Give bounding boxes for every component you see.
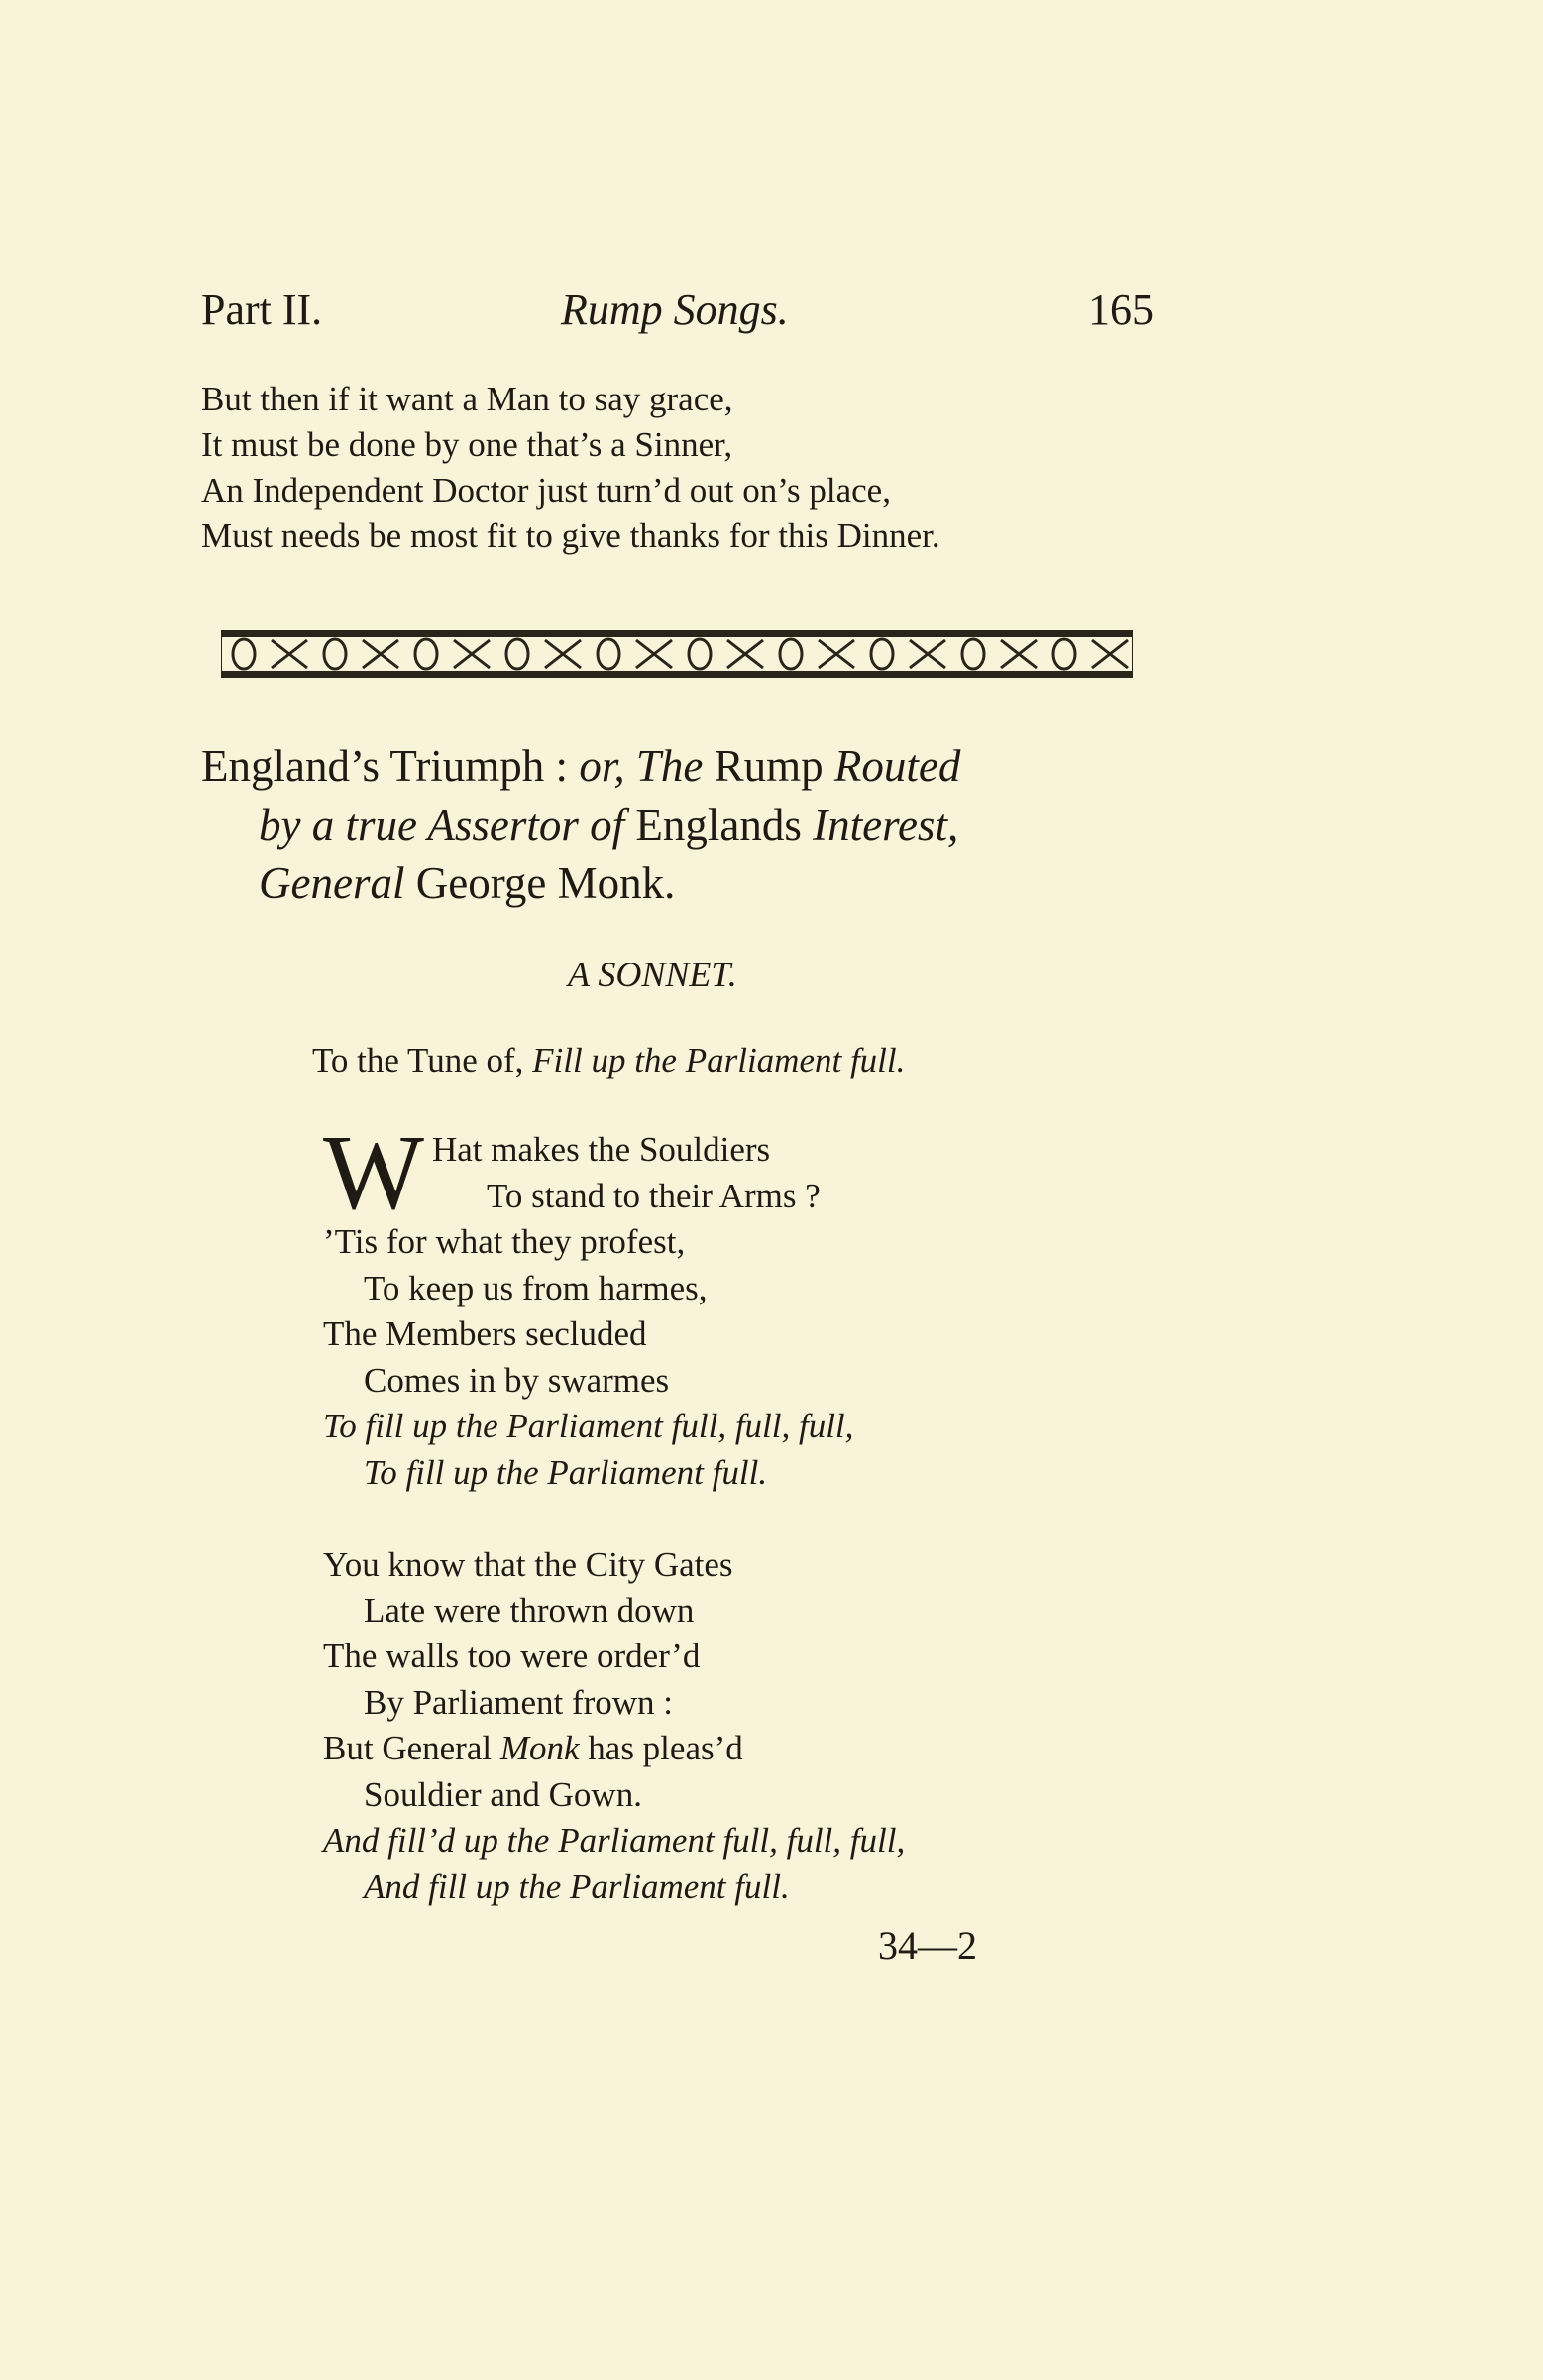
monk-name: Monk — [499, 1729, 580, 1767]
stanza2-line-5 — [323, 1726, 743, 1771]
ornament-motif — [689, 639, 711, 669]
ornament-motif — [727, 640, 763, 668]
ornament-motif — [415, 639, 437, 669]
ornament-band — [221, 627, 1133, 681]
drop-cap: W — [323, 1114, 424, 1232]
stanza1-line-4: To keep us from harmes, — [364, 1269, 708, 1307]
prev-stanza-line-1: But then if it want a Man to say grace, — [201, 380, 733, 418]
stanza1-line-1: Hat makes the Souldiers — [432, 1130, 771, 1169]
page-number: 165 — [1088, 285, 1154, 334]
ornament-motif — [871, 639, 893, 669]
stanza2-line-3: The walls too were order’d — [323, 1637, 701, 1675]
tune-line — [312, 1038, 905, 1083]
stanza2-line-5a: But General — [323, 1729, 500, 1767]
running-title: Rump Songs. — [561, 285, 789, 334]
title-text-a: England’s Triumph : — [201, 741, 580, 791]
ornament-motif — [636, 640, 672, 668]
title-text-i: George Monk. — [404, 858, 676, 908]
song-subtitle: A SONNET. — [568, 955, 737, 994]
ornament-motif — [910, 640, 945, 668]
ornament-motif — [324, 639, 346, 669]
stanza1-line-3: ’Tis for what they profest, — [323, 1222, 686, 1261]
stanza1-line-2: To stand to their Arms ? — [487, 1177, 821, 1215]
stanza2-line-6: Souldier and Gown. — [364, 1775, 642, 1814]
title-text-f: Englands — [624, 800, 814, 850]
title-text-b: or, The — [579, 741, 704, 791]
ornament-motif — [272, 640, 307, 668]
ornament-motif — [545, 640, 581, 668]
stanza2-line-2: Late were thrown down — [364, 1591, 695, 1630]
stanza1-line-6: Comes in by swarmes — [364, 1361, 670, 1400]
stanza2-line-1: You know that the City Gates — [323, 1545, 733, 1584]
catchword: 34—2 — [878, 1923, 977, 1968]
ornament-motif — [962, 639, 984, 669]
ornament-motif — [598, 639, 619, 669]
title-text-e: by a true Assertor of — [259, 800, 625, 850]
title-text-c: Rump — [703, 741, 834, 791]
stanza2-refrain-2: And fill up the Parliament full. — [364, 1868, 790, 1906]
ornament-motif — [233, 639, 255, 669]
tune-name: Fill up the Parliament full. — [532, 1041, 906, 1079]
ornament-motif — [1001, 640, 1037, 668]
song-title-line-1 — [201, 737, 960, 796]
ornament-motif — [819, 640, 854, 668]
ornament-motif — [506, 639, 528, 669]
tune-prefix: To the Tune of, — [312, 1041, 533, 1079]
ornament-motif — [780, 639, 802, 669]
prev-stanza-line-2: It must be done by one that’s a Sinner, — [201, 425, 733, 464]
stanza1-refrain-2: To fill up the Parliament full. — [364, 1453, 768, 1492]
stanza1-refrain-1: To fill up the Parliament full, full, full, — [323, 1407, 854, 1445]
title-text-h: General — [259, 858, 405, 908]
prev-stanza-line-3: An Independent Doctor just turn’d out on’s place, — [201, 471, 891, 510]
stanza2-line-5b: has pleas’d — [579, 1729, 743, 1767]
ornament-motif — [363, 640, 398, 668]
ornament-motif — [1053, 639, 1075, 669]
title-text-d: Routed — [833, 741, 961, 791]
ornament-motif — [454, 640, 490, 668]
title-text-g: Interest, — [813, 800, 959, 850]
part-label: Part II. — [201, 285, 323, 334]
song-title-line-2 — [259, 795, 958, 854]
stanza2-line-4: By Parliament frown : — [364, 1683, 674, 1722]
ornament-motif — [1092, 640, 1128, 668]
prev-stanza-line-4: Must needs be most fit to give thanks for this Dinner. — [201, 516, 940, 555]
stanza1-line-5: The Members secluded — [323, 1314, 647, 1353]
song-title-line-3 — [259, 853, 675, 913]
stanza2-refrain-1: And fill’d up the Parliament full, full, full, — [323, 1821, 906, 1860]
